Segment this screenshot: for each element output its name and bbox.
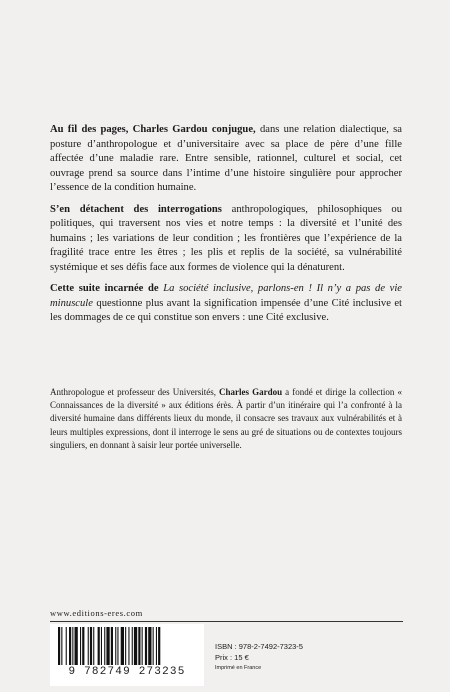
isbn-block <box>215 642 303 674</box>
barcode-bar <box>128 627 129 665</box>
author-name: Charles Gardou <box>219 387 283 397</box>
blurb-text-1: dans une relation dialectique, sa posture d’anthropologue et d’universitaire avec sa place de père d’une fille affectée d’une maladie rare. Entre sensible, rationnel, culturel et social, cet ouvrage prend sa source dans l’intime d’une histoire singulière pour approcher l’essence de la condition humaine. <box>50 124 403 193</box>
divider <box>50 621 403 622</box>
barcode-bar <box>98 627 100 665</box>
bio-intro: Anthropologue et professeur des Universités, <box>50 387 220 397</box>
isbn: ISBN : 978-2-7492-7323-5 <box>215 642 303 651</box>
barcode-bar <box>142 627 143 665</box>
barcode-bar <box>145 627 147 665</box>
barcode-bar <box>115 627 116 665</box>
barcode-bar <box>117 627 118 665</box>
publisher-url: www.editions-eres.com <box>50 608 143 618</box>
barcode-bar <box>75 627 78 665</box>
bio-text: a fondé et dirige la collection « Connaissances de la diversité » aux éditions érès. À partir d’un itinéraire qui l’a confronté à la diversité humaine dans différents lieux du monde, il consacre ses travaux aux vulnérabilités et à leurs multiples expressions, dont il interroge le sens au gré de situations ou de contextes toujours singuliers, en donnant à saisir leur portée universelle. <box>50 387 402 450</box>
blurb-lead-2: S’en détachent des interrogations <box>50 203 222 215</box>
price: Prix : 15 € <box>215 652 249 662</box>
barcode-bar <box>153 627 154 665</box>
blurb-text-3: questionne plus avant la signification impensée d’une Cité inclusive et les dommages de ce qui constitue son envers : une Cité exclusive. <box>50 297 402 323</box>
barcode-bar <box>88 627 89 665</box>
author-bio <box>50 386 402 452</box>
barcode-bar <box>80 627 81 665</box>
barcode-bar <box>58 627 60 665</box>
barcode-bars <box>50 624 204 668</box>
barcode-bar <box>101 627 102 665</box>
blurb-paragraph-1 <box>50 123 402 196</box>
barcode-bar <box>121 627 124 665</box>
blurb-lead-1: Au fil des pages, Charles Gardou conjugue, <box>50 124 256 135</box>
barcode-bar <box>132 627 133 665</box>
barcode-bar <box>134 627 137 665</box>
blurb <box>50 123 402 333</box>
barcode-bar <box>138 627 140 665</box>
barcode-bar <box>61 627 62 665</box>
blurb-text-2: anthropologiques, philosophiques ou politiques, qui traversent nos vies et notre temps : la diversité et l’unité des humains ; les variations de leur condition ; les frontières que l’expérience de la fragilité trace entre les êtres ; les plis et replis de la société, sa vulnérabilité systémique et ses défis face aux formes de violence qui la dénaturent. <box>50 203 402 273</box>
barcode-bar <box>93 627 94 665</box>
blurb-lead-3: Cette suite incarnée de <box>50 283 159 294</box>
barcode-bar <box>148 627 151 665</box>
blurb-paragraph-3 <box>50 282 402 326</box>
barcode-bar <box>158 627 160 665</box>
barcode-bar <box>66 627 67 665</box>
barcode-bar <box>106 627 109 665</box>
blurb-paragraph-2 <box>50 203 402 276</box>
barcode-bar <box>111 627 113 665</box>
barcode-bar <box>125 627 126 665</box>
book-title: La société inclusive, parlons-en ! Il n’y a pas de vie minuscule <box>50 283 402 309</box>
barcode-bar <box>90 627 92 665</box>
barcode-number: 9 782749 273235 <box>50 665 204 679</box>
barcode-bar <box>69 627 71 665</box>
barcode-bar <box>156 627 157 665</box>
barcode-bar <box>82 627 84 665</box>
printed-in: Imprimé en France <box>215 665 262 671</box>
barcode-bar <box>104 627 105 665</box>
barcode-bar <box>72 627 73 665</box>
